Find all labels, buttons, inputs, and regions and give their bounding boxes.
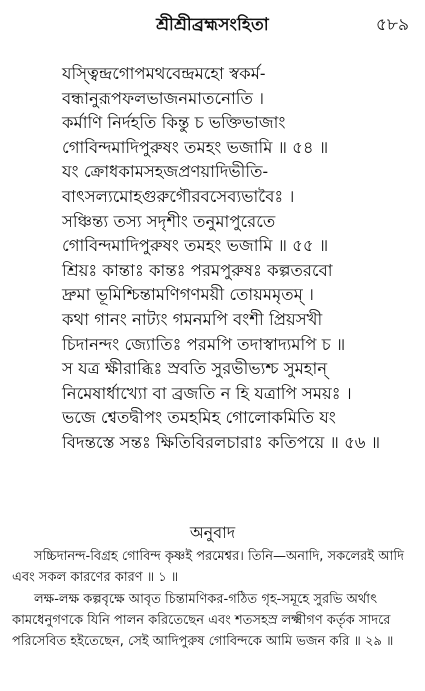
verse-line: গোবিন্দমাদিপুরুষং তমহং ভজামি ॥ ৫৫ ॥ bbox=[62, 236, 329, 256]
verse-line: সঞ্চিন্ত্য তস্য সদৃশীং তনুমাপুরেতে bbox=[62, 211, 276, 231]
verse-line: স যত্র ক্ষীরাব্ধিঃ স্রবতি সুরভীভ্যশ্চ সুমহান্ bbox=[62, 359, 328, 379]
verse-line: কথা গানং নাট্যং গমনমপি বংশী প্রিয়সখী bbox=[62, 309, 323, 329]
verse-line: দ্রুমা ভূমিশ্চিন্তামণিগণময়ী তোয়মমৃতম্ । bbox=[62, 285, 314, 305]
verse-line: চিদানন্দং জ্যোতিঃ পরমপি তদাস্বাদ্যমপি চ ॥ bbox=[62, 334, 346, 354]
translation-body bbox=[12, 546, 416, 652]
verse-line: শ্রিয়ঃ কান্তাঃ কান্তঃ পরমপুরুষঃ কল্পতরবো bbox=[62, 260, 333, 280]
verse-line: বাৎসল্যমোহগুরুগৌরবসেব্যভাবৈঃ । bbox=[62, 186, 295, 206]
verse-line: বন্ধানুরূপফলভাজনমাতনোতি । bbox=[62, 88, 264, 108]
verse-line: যং ক্রোধকামসহজপ্রণয়াদিভীতি- bbox=[62, 162, 269, 182]
running-title: শ্রীশ্রীব্রহ্মসংহিতা bbox=[156, 15, 269, 35]
verse-line: গোবিন্দমাদিপুরুষং তমহং ভজামি ॥ ৫৪ ॥ bbox=[62, 137, 329, 157]
sanskrit-verses bbox=[62, 62, 418, 456]
verse-line: কর্মাণি নির্দহতি কিন্তু চ ভক্তিভাজাং bbox=[62, 113, 286, 133]
translation-paragraph: লক্ষ-লক্ষ কল্পবৃক্ষে আবৃত চিন্তামণিকর-গঠিত গৃহ-সমূহে সুরভি অর্থাৎ কামধেনুগণকে যিনি পালন করিতেছেন এবং শতসহস্র লক্ষ্মীগণ কর্তৃক সাদরে পরিসেবিত হইতেছেন, সেই আদিপুরুষ গোবিন্দকে আমি ভজন করি ॥ ২৯ ॥ bbox=[12, 591, 394, 650]
page-number: ৫৮৯ bbox=[375, 15, 409, 35]
page-header bbox=[0, 12, 425, 38]
verse-line: বিদন্তস্তে সন্তঃ ক্ষিতিবিরলচারাঃ কতিপয়ে ॥ ৫৬ ॥ bbox=[62, 432, 381, 452]
verse-line: নিমেষার্ধাখ্যো বা ব্রজতি ন হি যত্রাপি সময়ঃ । bbox=[62, 383, 352, 403]
translation-heading: অনুবাদ bbox=[189, 523, 236, 542]
translation-paragraph: সচ্চিদানন্দ-বিগ্রহ গোবিন্দ কৃষ্ণই পরমেশ্বর। তিনি—অনাদি, সকলেরই আদি এবং সকল কারণের কারণ ॥ ১ ॥ bbox=[12, 549, 404, 586]
verse-line: যস্ত্বিন্দ্রগোপমথবেন্দ্রমহো স্বকর্ম- bbox=[62, 64, 266, 83]
verse-line: ভজে শ্বেতদ্বীপং তমহমিহ গোলোকমিতি যং bbox=[62, 408, 336, 428]
